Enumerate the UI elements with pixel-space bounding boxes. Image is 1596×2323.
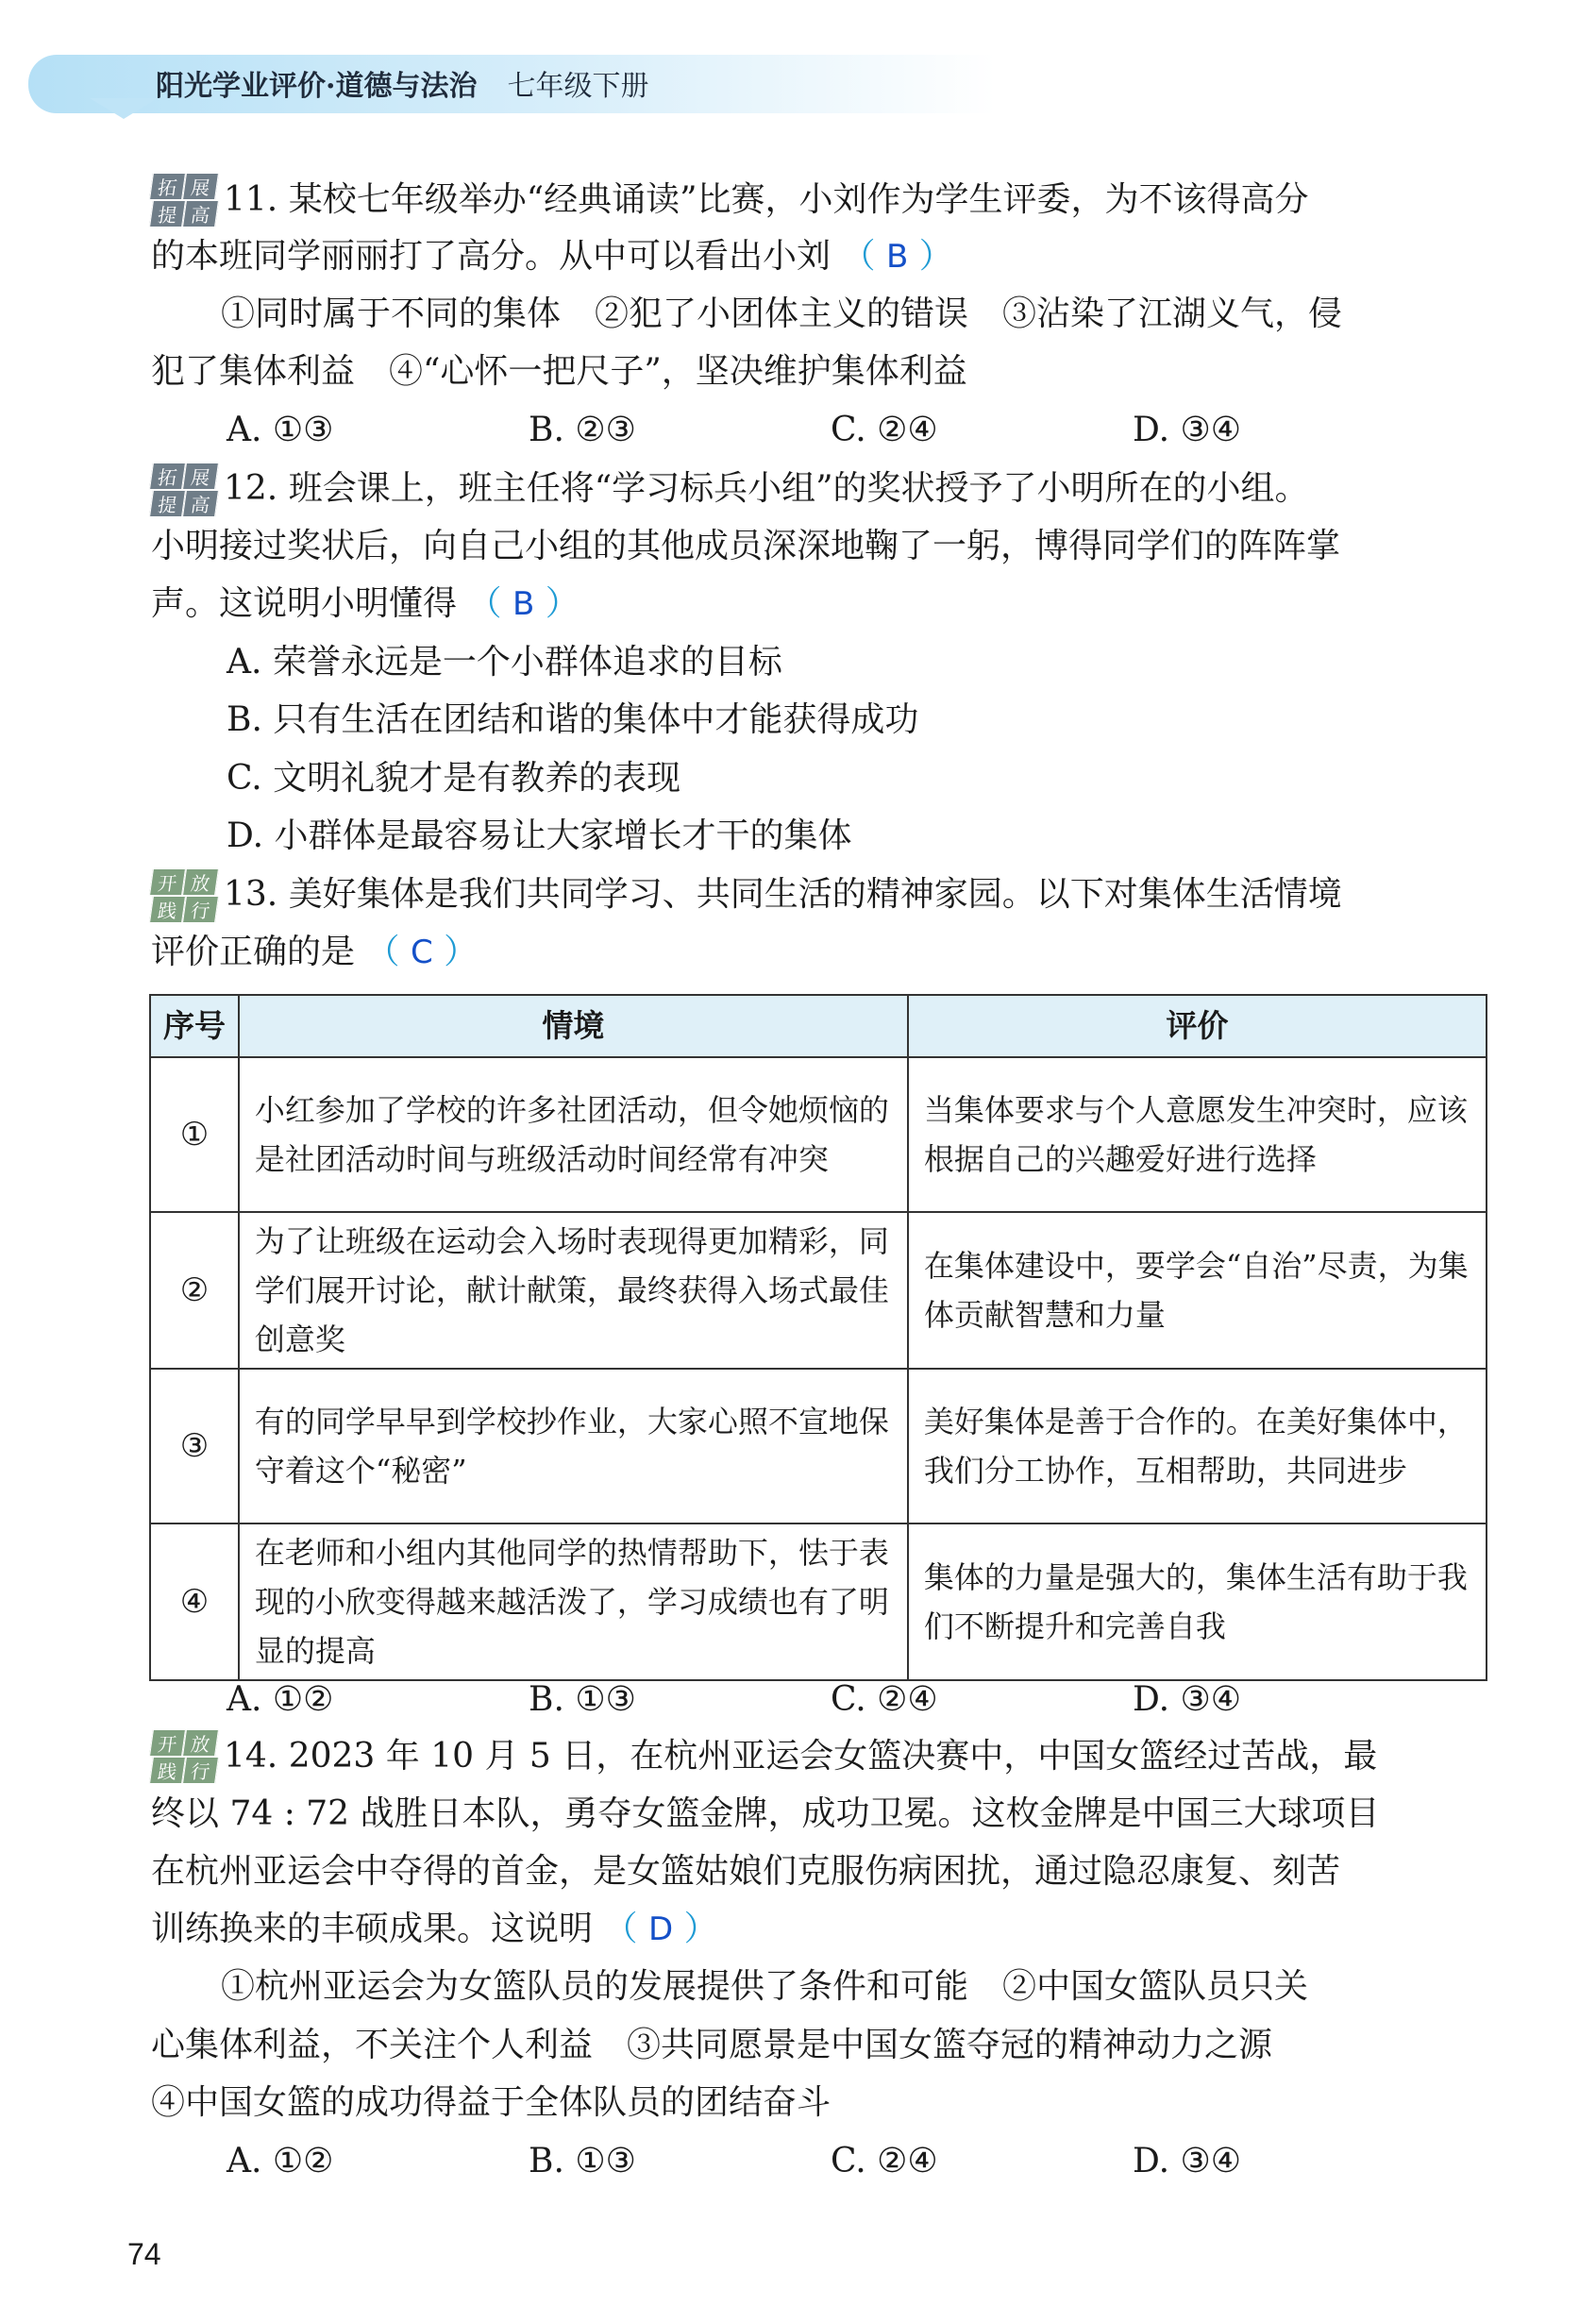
- q14-statements-line-1: ①杭州亚运会为女篮队员的发展提供了条件和可能 ②中国女篮队员只关: [221, 1967, 1309, 2006]
- q13-stem-line-2: 评价正确的是 （ C ）: [151, 933, 479, 971]
- q11-stem-line-1: 11. 某校七年级举办“经典诵读”比赛，小刘作为学生评委，为不该得高分: [224, 180, 1309, 219]
- q11-option-d: D. ③④: [1133, 411, 1242, 449]
- col-header-num: 序号: [150, 995, 239, 1057]
- col-header-situation: 情境: [239, 995, 908, 1057]
- q13-table-header: [150, 995, 1487, 1057]
- q14-option-c: C. ②④: [831, 2142, 938, 2180]
- q13-option-a: A. ①②: [227, 1680, 334, 1719]
- row-evaluation: 集体的力量是强大的，集体生活有助于我们不断提升和完善自我: [908, 1523, 1487, 1680]
- row-situation: 为了让班级在运动会入场时表现得更加精彩，同学们展开讨论，献计献策，最终获得入场式最佳创意奖: [239, 1212, 908, 1369]
- q14-option-d: D. ③④: [1133, 2142, 1242, 2180]
- row-evaluation: 当集体要求与个人意愿发生冲突时，应该根据自己的兴趣爱好进行选择: [908, 1057, 1487, 1212]
- expand-badge-icon: 拓 展 提 高: [151, 173, 217, 227]
- practice-badge-icon: 开 放 践 行: [151, 868, 217, 923]
- q11-option-b: B. ②③: [529, 411, 636, 449]
- q13-option-b: B. ①③: [529, 1680, 636, 1719]
- q11-stem-line-2: 的本班同学丽丽打了高分。从中可以看出小刘 （ B ）: [151, 237, 953, 276]
- q13-stem-line-1: 13. 美好集体是我们共同学习、共同生活的精神家园。以下对集体生活情境: [224, 875, 1342, 914]
- row-num: ②: [150, 1212, 239, 1369]
- col-header-evaluation: 评价: [908, 995, 1487, 1057]
- q12-option-a: A. 荣誉永远是一个小群体追求的目标: [227, 643, 782, 682]
- q12-stem-line-3: 声。这说明小明懂得 （ B ）: [151, 584, 580, 623]
- page-number: 74: [127, 2237, 161, 2271]
- row-num: ③: [150, 1369, 239, 1523]
- q11-statements-line-2: 犯了集体利益 ④“心怀一把尺子”，坚决维护集体利益: [151, 352, 967, 391]
- q11-statements-line-1: ①同时属于不同的集体 ②犯了小团体主义的错误 ③沾染了江湖义气，侵: [221, 295, 1343, 333]
- row-evaluation: 在集体建设中，要学会“自治”尽责，为集体贡献智慧和力量: [908, 1212, 1487, 1369]
- q14-stem-line-2: 终以 74 : 72 战胜日本队，勇夺女篮金牌，成功卫冕。这枚金牌是中国三大球项目: [151, 1794, 1380, 1833]
- q13-answer: C: [410, 934, 433, 971]
- q12-option-c: C. 文明礼貌才是有教养的表现: [227, 759, 681, 798]
- practice-badge-icon: 开 放 践 行: [151, 1729, 217, 1784]
- q12-stem-line-2: 小明接过奖状后，向自己小组的其他成员深深地鞠了一躬，博得同学们的阵阵掌: [151, 527, 1341, 565]
- table-row: [150, 1057, 1487, 1212]
- q14-answer: D: [647, 1911, 674, 1948]
- q12-stem-line-1: 12. 班会课上，班主任将“学习标兵小组”的奖状授予了小明所在的小组。: [224, 469, 1309, 508]
- table-row: [150, 1523, 1487, 1680]
- q11-option-c: C. ②④: [831, 411, 938, 449]
- q11-option-a: A. ①③: [227, 411, 334, 449]
- q14-stem-line-1: 14. 2023 年 10 月 5 日，在杭州亚运会女篮决赛中，中国女篮经过苦战，最: [224, 1737, 1378, 1776]
- q11-answer: B: [885, 238, 909, 276]
- q13-option-c: C. ②④: [831, 1680, 938, 1719]
- row-evaluation: 美好集体是善于合作的。在美好集体中，我们分工协作，互相帮助，共同进步: [908, 1369, 1487, 1523]
- running-header: [156, 62, 648, 104]
- q14-option-b: B. ①③: [529, 2142, 636, 2180]
- q14-stem-line-4: 训练换来的丰硕成果。这说明 （ D ）: [151, 1910, 718, 1948]
- table-row: [150, 1369, 1487, 1523]
- row-situation: 有的同学早早到学校抄作业，大家心照不宣地保守着这个“秘密”: [239, 1369, 908, 1523]
- q14-stem-line-3: 在杭州亚运会中夺得的首金，是女篮姑娘们克服伤病困扰，通过隐忍康复、刻苦: [151, 1852, 1341, 1891]
- row-num: ④: [150, 1523, 239, 1680]
- q13-option-d: D. ③④: [1133, 1680, 1242, 1719]
- q14-statements-line-3: ④中国女篮的成功得益于全体队员的团结奋斗: [151, 2083, 832, 2122]
- q12-answer: B: [512, 585, 535, 623]
- q14-statements-line-2: 心集体利益，不关注个人利益 ③共同愿景是中国女篮夺冠的精神动力之源: [151, 2026, 1273, 2064]
- table-row: [150, 1212, 1487, 1369]
- expand-badge-icon: 拓 展 提 高: [151, 463, 217, 517]
- book-title: 阳光学业评价·道德与法治: [156, 70, 478, 103]
- q12-option-d: D. 小群体是最容易让大家增长才干的集体: [227, 816, 852, 855]
- q12-option-b: B. 只有生活在团结和谐的集体中才能获得成功: [227, 700, 919, 739]
- row-situation: 在老师和小组内其他同学的热情帮助下，怯于表现的小欣变得越来越活泼了，学习成绩也有了明显的提高: [239, 1523, 908, 1680]
- header-ribbon-tip: [90, 98, 158, 119]
- q14-option-a: A. ①②: [227, 2142, 334, 2180]
- q13-table: [149, 994, 1487, 1681]
- row-situation: 小红参加了学校的许多社团活动，但令她烦恼的是社团活动时间与班级活动时间经常有冲突: [239, 1057, 908, 1212]
- book-grade: 七年级下册: [507, 70, 649, 103]
- row-num: ①: [150, 1057, 239, 1212]
